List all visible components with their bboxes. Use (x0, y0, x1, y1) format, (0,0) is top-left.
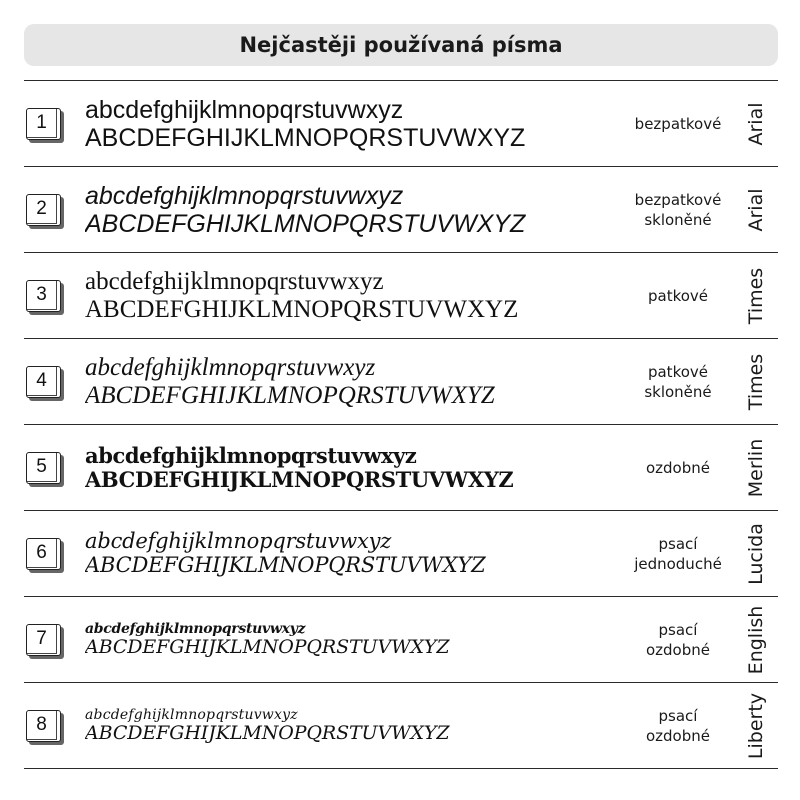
font-name: Lucida (745, 523, 767, 585)
font-sample (85, 347, 625, 417)
font-category: ozdobné (645, 458, 710, 477)
font-row-5 (24, 425, 778, 511)
number-key-icon (26, 280, 61, 312)
sample-lowercase: abcdefghijklmnopqrstuvwxyz (85, 96, 404, 124)
sample-uppercase: ABCDEFGHIJKLMNOPQRSTUVWXYZ (85, 382, 495, 409)
sample-lowercase: abcdefghijklmnopqrstuvwxyz (85, 529, 392, 554)
font-sample (85, 261, 625, 331)
font-table (24, 80, 778, 769)
font-sample (85, 89, 625, 159)
row-number: 4 (27, 367, 57, 396)
sample-lowercase: abcdefghijklmnopqrstuvwxyz (85, 268, 384, 295)
font-row-4 (24, 339, 778, 425)
font-category: bezpatkové skloněné (634, 190, 722, 229)
sample-uppercase: ABCDEFGHIJKLMNOPQRSTUVWXYZ (85, 210, 526, 238)
font-category: psací jednoduché (634, 534, 722, 573)
row-number: 3 (27, 281, 57, 310)
number-key-icon (26, 624, 61, 656)
font-category: patkové skloněné (644, 362, 712, 401)
number-key-icon (26, 452, 61, 484)
row-number: 8 (27, 711, 57, 740)
sample-uppercase: ABCDEFGHIJKLMNOPQRSTUVWXYZ (85, 636, 450, 659)
sample-uppercase: ABCDEFGHIJKLMNOPQRSTUVWXYZ (85, 553, 486, 577)
sample-uppercase: ABCDEFGHIJKLMNOPQRSTUVWXYZ (85, 722, 450, 745)
font-row-8 (24, 683, 778, 769)
font-row-3 (24, 253, 778, 339)
number-key-icon (26, 366, 61, 398)
font-sample (85, 175, 625, 245)
number-key-icon (26, 108, 61, 140)
row-number: 6 (27, 539, 57, 568)
sample-lowercase: abcdefghijklmnopqrstuvwxyz (85, 620, 306, 637)
number-key-icon (26, 538, 61, 570)
sample-uppercase: ABCDEFGHIJKLMNOPQRSTUVWXYZ (85, 467, 514, 492)
number-key-icon (26, 710, 61, 742)
font-name: Times (745, 353, 767, 411)
font-row-1 (24, 81, 778, 167)
page-title: Nejčastěji používaná písma (24, 24, 778, 66)
font-category: psací ozdobné (645, 620, 710, 659)
row-number: 5 (27, 453, 57, 482)
font-name: Merlin (745, 438, 767, 498)
font-category: psací ozdobné (645, 706, 710, 745)
font-sample (85, 691, 625, 761)
sample-lowercase: abcdefghijklmnopqrstuvwxyz (85, 354, 376, 381)
font-category: bezpatkové (634, 114, 722, 133)
number-key-icon (26, 194, 61, 226)
font-name: Liberty (745, 692, 767, 760)
row-number: 2 (27, 195, 57, 224)
font-name: Times (745, 267, 767, 325)
sample-lowercase: abcdefghijklmnopqrstuvwxyz (85, 182, 404, 210)
font-name: Arial (745, 188, 767, 232)
sample-uppercase: ABCDEFGHIJKLMNOPQRSTUVWXYZ (85, 124, 526, 152)
font-sample (85, 605, 625, 675)
font-sample (85, 519, 625, 589)
font-row-6 (24, 511, 778, 597)
font-name: English (745, 605, 767, 675)
row-number: 1 (27, 109, 57, 138)
font-row-7 (24, 597, 778, 683)
sample-lowercase: abcdefghijklmnopqrstuvwxyz (85, 443, 417, 469)
font-sample (85, 433, 625, 503)
font-name: Arial (745, 102, 767, 146)
font-category: patkové (647, 286, 709, 305)
row-number: 7 (27, 625, 57, 654)
sample-uppercase: ABCDEFGHIJKLMNOPQRSTUVWXYZ (85, 296, 519, 323)
sample-lowercase: abcdefghijklmnopqrstuvwxyz (85, 706, 298, 723)
font-row-2 (24, 167, 778, 253)
